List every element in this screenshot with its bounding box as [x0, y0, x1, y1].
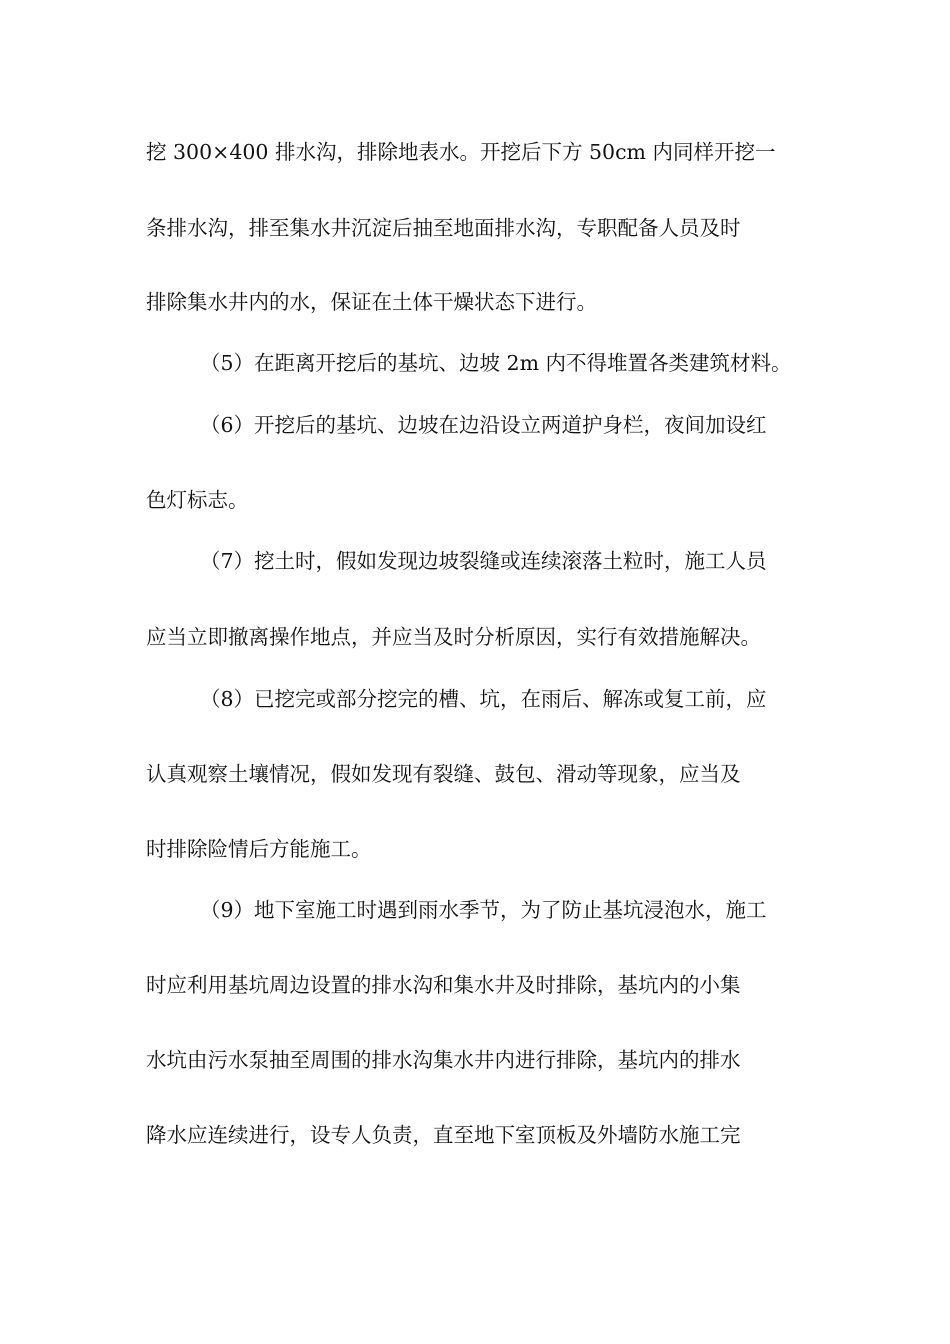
item-9-line-2: 时应利用基坑周边设置的排水沟和集水井及时排除，基坑内的小集	[146, 973, 741, 997]
item-7-line-1: （7）挖土时，假如发现边坡裂缝或连续滚落土粒时，施工人员	[200, 549, 767, 573]
text-line-3: 排除集水井内的水，保证在土体干燥状态下进行。	[146, 290, 597, 314]
item-6-line-2: 色灯标志。	[146, 488, 249, 512]
text-line-1: 挖 300×400 排水沟，排除地表水。开挖后下方 50cm 内同样开挖一	[146, 140, 776, 164]
item-9-line-3: 水坑由污水泵抽至周围的排水沟集水井内进行排除，基坑内的排水	[146, 1048, 741, 1072]
item-6-line-1: （6）开挖后的基坑、边坡在边沿设立两道护身栏，夜间加设红	[200, 413, 767, 437]
text-line-2: 条排水沟，排至集水井沉淀后抽至地面排水沟，专职配备人员及时	[146, 216, 741, 240]
item-9-line-1: （9）地下室施工时遇到雨水季节，为了防止基坑浸泡水，施工	[200, 898, 767, 922]
item-8-line-1: （8）已挖完或部分挖完的槽、坑，在雨后、解冻或复工前，应	[200, 687, 767, 711]
item-5-line-1: （5）在距离开挖后的基坑、边坡 2m 内不得堆置各类建筑材料。	[200, 351, 792, 375]
item-9-line-4: 降水应连续进行，设专人负责，直至地下室顶板及外墙防水施工完	[146, 1123, 741, 1147]
item-8-line-2: 认真观察土壤情况，假如发现有裂缝、鼓包、滑动等现象，应当及	[146, 762, 741, 786]
item-8-line-3: 时排除险情后方能施工。	[146, 837, 372, 861]
item-7-line-2: 应当立即撤离操作地点，并应当及时分析原因，实行有效措施解决。	[146, 625, 761, 649]
